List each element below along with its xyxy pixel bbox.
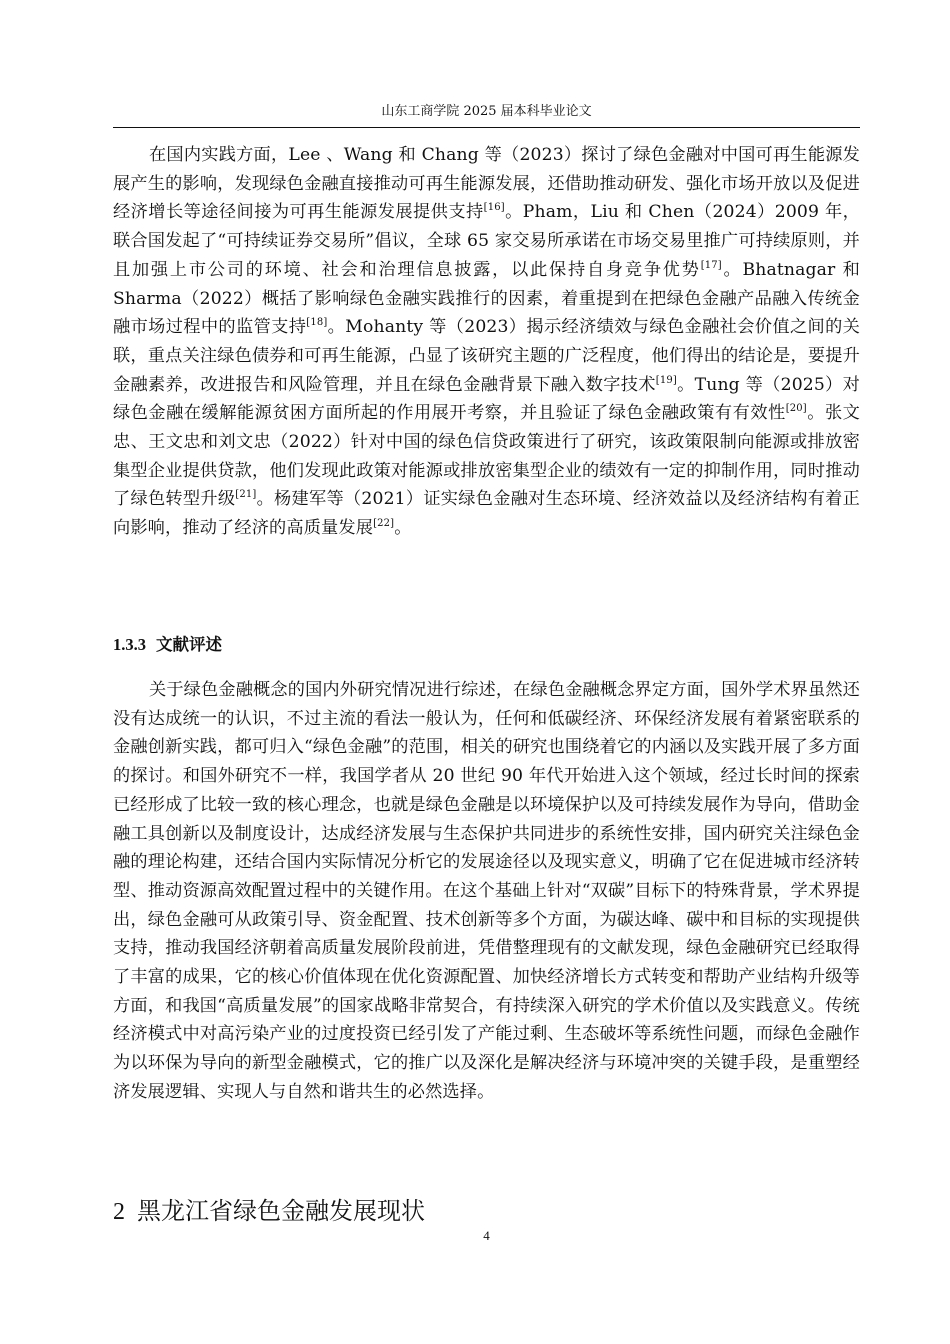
- paragraph-text: 。: [394, 518, 412, 539]
- paragraph-text: 。张文忠、王文忠和刘文忠（2022）针对中国的绿色信贷政策进行了研究，该政策限制向能源或排放密集型企业提供贷款，他们发现此政策对能源或排放密集型企业的绩效有一定的抑制作用，同时推动了绿色转型升级: [113, 403, 860, 510]
- paragraph-text: 。Pham，Liu 和 Chen（2024）2009 年，联合国发起了“可持续证券交易所”倡议，全球 65 家交易所承诺在市场交易里推广可持续原则，并且加强上市公司的环境、社会和治理信息披露，以此保持自身竞争优势: [113, 202, 861, 280]
- section-title: 文献评述: [156, 635, 222, 654]
- page-number: 4: [483, 1228, 490, 1243]
- section-heading: [113, 634, 222, 656]
- citation-22: [22]: [373, 518, 395, 530]
- paragraph-text: 。Mohanty 等（2023）揭示经济绩效与绿色金融社会价值之间的关联，重点关注绿色债券和可再生能源，凸显了该研究主题的广泛程度，他们得出的结论是，要提升金融素养，改进报告和风险管理，并且在绿色金融背景下融入数字技术: [113, 317, 861, 395]
- paragraph-literature-review: 关于绿色金融概念的国内外研究情况进行综述，在绿色金融概念界定方面，国外学术界虽然还没有达成统一的认识，不过主流的看法一般认为，任何和低碳经济、环保经济发展有着紧密联系的金融创新实践，都可归入“绿色金融”的范围，相关的研究也围绕着它的内涵以及实践开展了多方面的探讨。和国外研究不一样，我国学者从 20 世纪 90 年代开始进入这个领域，经过长时间的探索已经形成了比较一致的核心理念，也就是绿色金融是以环境保护以及可持续发展作为导向，借助金融工具创新以及制度设计，达成经济发展与生态保护共同进步的系统性安排，国内研究关注绿色金融的理论构建，还结合国内实际情况分析它的发展途径以及现实意义，明确了它在促进城市经济转型、推动资源高效配置过程中的关键作用。在这个基础上针对“双碳”目标下的特殊背景，学术界提出，绿色金融可从政策引导、资金配置、技术创新等多个方面，为碳达峰、碳中和目标的实现提供支持，推动我国经济朝着高质量发展阶段前进，凭借整理现有的文献发现，绿色金融研究已经取得了丰富的成果，它的核心价值体现在优化资源配置、加快经济增长方式转变和帮助产业结构升级等方面，和我国“高质量发展”的国家战略非常契合，有持续深入研究的学术价值以及实践意义。传统经济模式中对高污染产业的过度投资已经引发了产能过剩、生态破坏等系统性问题，而绿色金融作为以环保为导向的新型金融模式，它的推广以及深化是解决经济与环境冲突的关键手段，是重塑经济发展逻辑、实现人与自然和谐共生的必然选择。: [113, 680, 860, 1102]
- chapter-title: 黑龙江省绿色金融发展现状: [137, 1197, 425, 1225]
- paragraph-text: 。Tung 等（2025）对绿色金融在缓解能源贫困方面所起的作用展开考察，并且验证了绿色金融政策有有效性: [113, 374, 860, 424]
- chapter-number: 2: [113, 1199, 125, 1225]
- citation-18: [18]: [306, 317, 328, 329]
- paragraph-text: 。Bhatnagar 和 Sharma（2022）概括了影响绿色金融实践推行的因素，着重提到在把绿色金融产品融入传统金融市场过程中的监管支持: [113, 259, 860, 338]
- header-rule: [113, 127, 860, 128]
- paragraph-domestic-practice: [113, 141, 860, 543]
- paragraph-text: 在国内实践方面，Lee 、Wang 和 Chang 等（2023）探讨了绿色金融对中国可再生能源发展产生的影响，发现绿色金融直接推动可再生能源发展，还借助推动研发、强化市场开放以及促进经济增长等途径间接为可再生能源发展提供支持: [113, 145, 860, 223]
- chapter-heading: [113, 1196, 425, 1227]
- running-header: 山东工商学院 2025 届本科毕业论文: [381, 104, 592, 119]
- citation-19: [19]: [655, 374, 677, 386]
- citation-21: [21]: [235, 489, 257, 501]
- citation-17: [17]: [700, 259, 722, 271]
- paragraph-text: 。杨建军等（2021）证实绿色金融对生态环境、经济效益以及经济结构有着正向影响，推动了经济的高质量发展: [113, 489, 860, 539]
- citation-20: [20]: [785, 403, 807, 415]
- section-number: 1.3.3: [113, 635, 146, 654]
- citation-16: [16]: [483, 202, 505, 214]
